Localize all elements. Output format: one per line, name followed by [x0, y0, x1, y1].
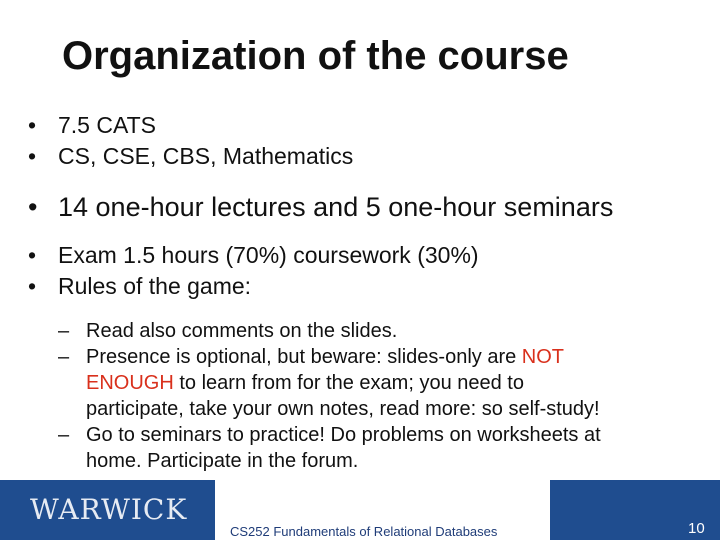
- sub-bullet-list: [58, 318, 718, 474]
- bullet-marker: •: [28, 143, 37, 169]
- sub-bullet-marker: –: [58, 424, 70, 446]
- sub-bullet-text: Presence is optional, but beware: slides-only are: [86, 346, 522, 368]
- bullet-marker: •: [28, 192, 38, 222]
- sub-bullet-line: [86, 344, 600, 370]
- sub-bullet-line: home. Participate in the forum.: [86, 450, 359, 472]
- sub-bullet-item: [58, 344, 718, 422]
- bullet-item: [28, 141, 718, 172]
- bullet-item: [28, 271, 718, 302]
- bullet-item: [28, 240, 718, 271]
- emphasis-enough: ENOUGH: [86, 372, 174, 394]
- sub-bullet-item: [58, 422, 718, 474]
- sub-bullet-text: Read also comments on the slides.: [86, 320, 398, 342]
- sub-bullet-item: [58, 318, 718, 344]
- sub-bullet-line: Go to seminars to practice! Do problems on worksheets at: [86, 424, 601, 446]
- sub-bullet-marker: –: [58, 346, 70, 368]
- sub-bullet-line: [86, 370, 600, 396]
- bullet-text: Rules of the game:: [58, 273, 252, 299]
- bullet-item-emphasized: [28, 190, 718, 224]
- warwick-logo-text: WARWICK: [30, 493, 188, 526]
- bullet-item: [28, 110, 718, 141]
- bullet-list: [28, 110, 718, 474]
- sub-bullet-line: participate, take your own notes, read more: so self-study!: [86, 398, 600, 420]
- sub-bullet-text: to learn from for the exam; you need to: [173, 372, 524, 394]
- slide-title: Organization of the course: [62, 34, 569, 78]
- bullet-text: Exam 1.5 hours (70%) coursework (30%): [58, 242, 479, 268]
- bullet-text: 7.5 CATS: [58, 112, 156, 138]
- bullet-text: 14 one-hour lectures and 5 one-hour seminars: [58, 192, 614, 222]
- sub-bullet-marker: –: [58, 320, 70, 342]
- page-number: 10: [688, 520, 705, 537]
- bullet-marker: •: [28, 273, 37, 299]
- bullet-marker: •: [28, 112, 37, 138]
- course-name: CS252 Fundamentals of Relational Databases: [230, 524, 498, 539]
- footer-bar: [0, 480, 720, 540]
- emphasis-not: NOT: [521, 346, 565, 368]
- warwick-logo: [0, 480, 215, 540]
- course-name-panel: [215, 480, 550, 540]
- bullet-text: CS, CSE, CBS, Mathematics: [58, 143, 354, 169]
- bullet-marker: •: [28, 242, 37, 268]
